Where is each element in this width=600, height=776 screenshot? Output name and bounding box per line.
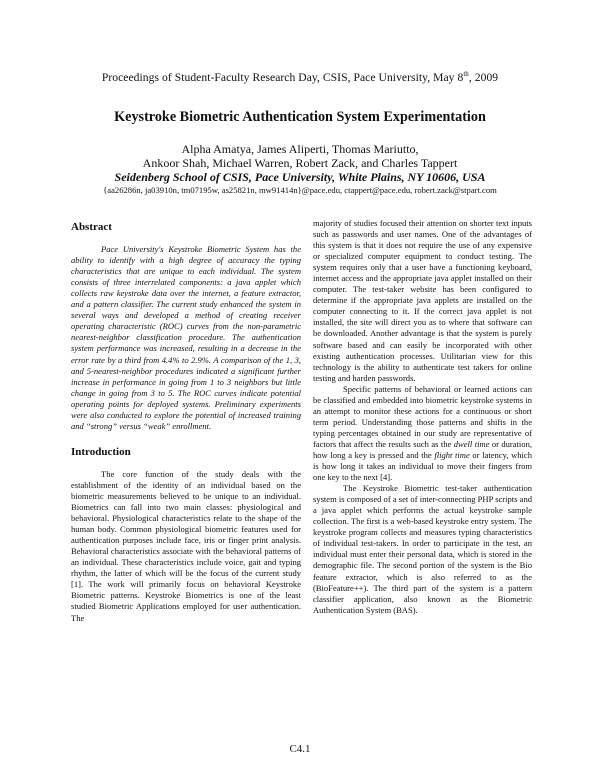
para2-text-b: or duration, how long a key is pressed and the [313,438,532,460]
author-emails: {aa26286n, ja03910n, tm07195w, as25821n, mw91414n}@pace.edu, ctappert@pace.edu, robert.zack@stpart.com [103,185,497,195]
author-line-2: Ankoor Shah, Michael Warren, Robert Zack, and Charles Tappert [142,156,458,170]
left-column [71,222,301,624]
affiliation: Seidenberg School of CSIS, Pace University, White Plains, NY 10606, USA [114,170,486,184]
para2-text-a: Specific patterns of behavioral or learned actions can be classified and embedded into biometric keystroke systems in an attempt to monitor these actions for a continuous or short term period. Understanding those patterns and shifts in the typing percentages obtained in our study are representative of factors that affect the results such as the [313,383,532,449]
para2-text-c: or latency, which is how long it takes an individual to move their fingers from one key to the next [4]. [313,449,532,483]
author-block [0,142,600,196]
introduction-text: The core function of the study deals with the establishment of the identity of an individual based on the biometric measurements believed to be unique to an individual. Biometrics can fall into two main classes: physiological and behavioral. Physiological characteristics relate to the shape of the human body. Common physiological biometric features used for authentication purposes include face, iris or finger print analysis. Behavioral characteristics associate with the behavioral patterns of an individual. These characteristics include voice, gait and typing rhythm, the latter of which will be the focus of the current study [1]. The work will primarily focus on behavioral Keystroke Biometric patterns. Keystroke Biometrics is one of the least studied Biometric Applications employed for user authentication. The [71,468,301,623]
proceedings-header [0,70,600,84]
abstract-text: Pace University's Keystroke Biometric System has the ability to identify with a high degree of accuracy the typing characteristics that are unique to each individual. The system consists of three interrelated components: a java applet which collects raw keystroke data over the internet, a feature extractor, and a pattern classifier. The current study enhanced the system in several ways and developed a method of creating receiver operating characteristic (ROC) curves from the non-parametric nearest-neighbor classification procedure. The authentication system performance was increased, resulting in a decrease in the error rate by a third from 4.4% to 2.9%. A comparison of the 1, 3, and 5-nearest-neighbor procedures indicated a significant further increase in performance in going from 1 to 3 neighbors but little change in going from 3 to 5. The ROC curves indicate potential operating points for deployed systems. Preliminary experiments were also conducted to explore the potential of increased training and “strong” versus “weak” enrollment. [71,244,301,431]
introduction-heading: Introduction [71,445,131,458]
proceedings-year: , 2009 [468,70,499,84]
page-number: C4.1 [289,743,311,755]
right-paragraph-2 [313,384,532,483]
right-paragraph-1: majority of studies focused their attention on shorter text inputs such as passwords and user names. One of the advantages of this system is that it does not require the use of any expensive or specialized computer equipment to conduct testing. The system requires only that a user have a functioning keyboard, internet access and the appropriate java applet installed on their computer. The test-taker website has been configured to determine if the appropriate java applets are installed on the computer connecting to it. If the correct java applet is not installed, the site will direct you as to where that software can be downloaded. Another advantage is that the system is purely software based and can easily be incorporated with other existing authentication processes. Utilitarian view for this technology is the ability to authenticate test takers for online testing and harden passwords. [313,218,532,383]
author-line-1: Alpha Amatya, James Aliperti, Thomas Mariutto, [181,142,419,156]
dwell-time-term: dwell time [453,438,490,449]
abstract-heading: Abstract [71,221,112,233]
proceedings-superscript: th [463,70,469,78]
proceedings-text: Proceedings of Student-Faculty Research Day, CSIS, Pace University, May 8 [101,70,464,84]
flight-time-term: flight time [434,449,470,460]
right-column [313,218,532,616]
right-paragraph-3: The Keystroke Biometric test-taker authentication system is composed of a set of inter-connecting PHP scripts and a java applet which performs the actual keystroke sample collection. The first is a web-based keystroke entry system. The keystroke program collects and measures typing characteristics of individual test-takers. In order to participate in the test, an individual must enter their personal data, which is stored in the demographic file. The second portion of the system is the Bio feature extractor, which is also referred to as the (BioFeature++). The third part of the system is a pattern classifier application, also known as the Biometric Authentication System (BAS). [313,483,532,615]
paper-title: Keystroke Biometric Authentication System Experimentation [114,109,486,125]
